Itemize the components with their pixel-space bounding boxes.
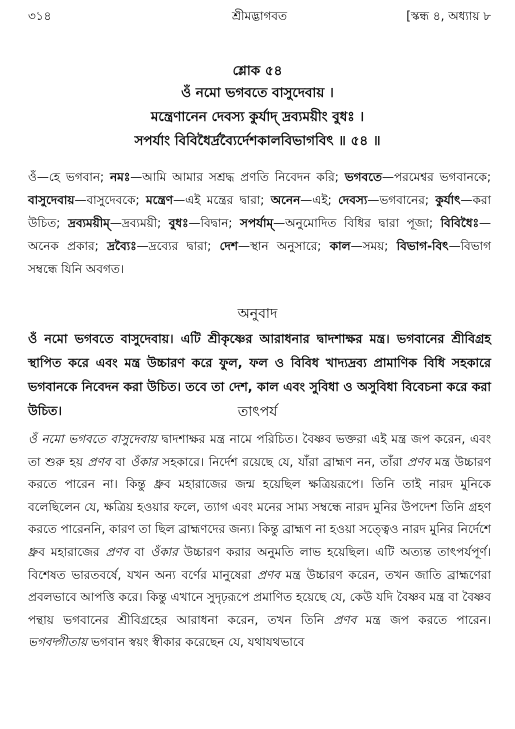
purport-text: বা xyxy=(110,454,131,469)
book-title: শ্রীমদ্ভাগবত xyxy=(231,9,287,23)
synonyms-paragraph xyxy=(28,166,491,281)
synonym-term: দ্রব্যৈঃ xyxy=(107,239,137,253)
synonym-meaning: —অনুমোদিত বিধির দ্বারা পূজা; xyxy=(273,216,441,230)
purport-text: সহকারে। নির্দেশ রয়েছে যে, যাঁরা ব্রাহ্মণ নন, তাঁরা xyxy=(157,454,408,469)
verse-line: মন্ত্রেণানেন দেবস্য কুর্যাদ্ দ্রব্যময়ীং বুধঃ । xyxy=(150,109,365,125)
synonym-meaning: —অনেক প্রকার; xyxy=(28,216,491,253)
purport-italic-term: ওঁকার xyxy=(150,544,178,559)
synonym-meaning: —স্থান অনুসারে; xyxy=(237,239,330,253)
purport-italic-term: প্রণব xyxy=(257,567,280,582)
purport-italic-term: প্রণব xyxy=(407,454,431,469)
verse-line: ওঁ নমো ভগবতে বাসুদেবায় । xyxy=(181,85,334,101)
translation-heading: অনুবাদ xyxy=(237,306,278,322)
canto-chapter-label: [স্কন্ধ ৪, অধ্যায় ৮ xyxy=(406,9,491,23)
purport-text: মন্ত্র উচ্চারণ করতে পারেন না। কিন্তু ধ্রুব মহারাজের জন্ম হয়েছিল ক্ষত্রিয়রূপে। তিনি তাই নারদ মুনিকে বলেছিলেন যে, ক্ষত্রিয় হওয়ার ফলে, ত্যাগ এবং মনের সাম্য সম্বন্ধে নারদ মুনির উপদেশ তিনি গ্রহণ করতে পারেননি, কারণ তা ছিল ব্রাহ্মণদের জন্য। কিন্তু ব্রাহ্মণ না হওয়া সত্ত্বেও নারদ মুনির নির্দেশে ধ্রুব মহারাজের xyxy=(28,454,491,559)
synonym-term: দেশ xyxy=(219,239,238,253)
purport-paragraph xyxy=(28,428,491,654)
synonym-meaning: —বিভাগ সম্বন্ধে যিনি অবগত। xyxy=(28,239,491,276)
synonym-term: বাসুদেবায় xyxy=(28,193,75,207)
purport-italic-term: ওঁকার xyxy=(130,454,158,469)
translation-paragraph: ওঁ নমো ভগবতে বাসুদেবায়। এটি শ্রীকৃষ্ণের আরাধনার দ্বাদশাক্ষর মন্ত্র। ভগবানের শ্রীবিগ্রহ স্থাপিত করে এবং মন্ত্র উচ্চারণ করে ফুল, ফল ও বিবিধ খাদ্যদ্রব্য প্রামাণিক বিধি সহকারে ভগবানকে নিবেদন করা উচিত। তবে তা দেশ, কাল এবং সুবিধা ও অসুবিধা বিবেচনা করে করা উচিত। xyxy=(28,331,491,418)
synonym-meaning: ওঁ—হে ভগবান; xyxy=(28,170,111,184)
synonym-term: বিভাগ-বিৎ xyxy=(396,239,449,253)
page-number: ৩১৪ xyxy=(28,9,52,23)
purport-italic-term: ওঁ নমো ভগবতে বাসুদেবায় xyxy=(28,432,157,446)
synonym-meaning: —ভগবানের; xyxy=(367,193,436,207)
purport-italic-term: প্রণব xyxy=(87,454,111,469)
purport-italic-term: প্রণব xyxy=(333,612,357,627)
purport-text: দ্বাদশাক্ষর মন্ত্র নামে পরিচিত। বৈষ্ণব ভক্তরা এই মন্ত্র জপ করেন, এবং তা শুরু হয় xyxy=(28,432,491,469)
synonym-meaning: —করা উচিত; xyxy=(28,193,491,230)
purport-heading: তাৎপর্য xyxy=(237,404,278,420)
synonym-meaning: —বিদ্বান; xyxy=(188,216,241,230)
synonym-term: অনেন xyxy=(270,193,301,207)
synonym-term: মন্ত্রেণ xyxy=(145,193,174,207)
purport-text: মন্ত্র উচ্চারণ করেন, তখন জাতি ব্রাহ্মণেরা প্রবলভাবে আপত্তি করে। কিন্তু এখানে সুদৃঢ়রূপে প্রমাণিত হয়েছে যে, কেউ যদি বৈষ্ণব মন্ত্র বা বৈষ্ণব পন্থায় ভগবানের শ্রীবিগ্রহের আরাধনা করেন, তখন তিনি xyxy=(28,567,491,627)
synonym-term: দেবস্য xyxy=(338,193,368,207)
synonym-meaning: —দ্রব্যের দ্বারা; xyxy=(136,239,220,253)
synonym-term: ভগবতে xyxy=(344,170,383,184)
purport-text: মন্ত্র জপ করতে পারেন। xyxy=(356,612,491,627)
purport-text: বা xyxy=(128,544,151,559)
synonym-meaning: —দ্রব্যময়ী; xyxy=(109,216,169,230)
synonym-term: বুধঃ xyxy=(168,216,189,230)
synonym-meaning: —এই মন্ত্রের দ্বারা; xyxy=(173,193,271,207)
purport-text: ভগবান স্বয়ং স্বীকার করেছেন যে, যথাযথভাবে xyxy=(87,635,305,650)
synonym-meaning: —সময়; xyxy=(350,239,397,253)
purport-italic-term: ভগবদ্গীতায় xyxy=(28,635,88,650)
synonym-meaning: —আমি আমার সশ্রদ্ধ প্রণতি নিবেদন করি; xyxy=(130,170,345,184)
synonym-term: দ্রব্যময়ীম্ xyxy=(67,216,110,230)
running-header xyxy=(28,6,491,28)
synonym-term: নমঃ xyxy=(110,170,131,184)
synonym-term: কাল xyxy=(329,239,351,253)
synonym-term: বিবিধৈঃ xyxy=(440,216,479,230)
synonym-meaning: —বাসুদেবকে; xyxy=(74,193,146,207)
purport-text: উচ্চারণ করার অনুমতি লাভ হয়েছিল। এটি অত্যন্ত তাৎপর্যপূর্ণ। বিশেষত ভারতবর্ষে, যখন অন্য বর্ণের মানুষেরা xyxy=(28,544,492,582)
synonym-meaning: —পরমেশ্বর ভগবানকে; xyxy=(382,170,491,184)
purport-italic-term: প্রণব xyxy=(105,544,129,559)
verse-line: সপর্যাং বিবিধৈর্দ্রব্যৈর্দেশকালবিভাগবিৎ ॥ ৫৪ ॥ xyxy=(134,133,381,149)
synonym-meaning: —এই; xyxy=(300,193,339,207)
verse-number: শ্লোক ৫৪ xyxy=(232,63,283,79)
synonym-term: সপর্যাম্ xyxy=(240,216,274,230)
synonym-term: কুর্যাৎ xyxy=(435,193,461,207)
